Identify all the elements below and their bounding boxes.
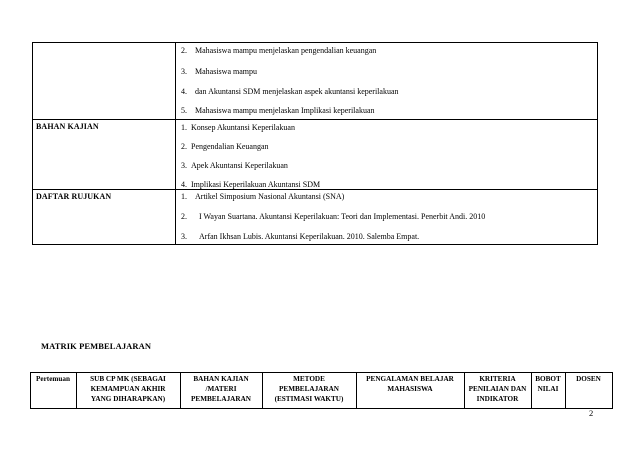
matrix-table-bottom-border [30, 408, 613, 409]
list-item: 2. Mahasiswa mampu menjelaskan pengendalian keuangan [181, 46, 377, 55]
list-item: 3. Arfan Ikhsan Lubis. Akuntansi Keperilakuan. 2010. Salemba Empat. [181, 232, 420, 241]
list-item: 4. Implikasi Keperilakuan Akuntansi SDM [181, 180, 321, 189]
list-item: 4. dan Akuntansi SDM menjelaskan aspek akuntansi keperilakuan [181, 87, 399, 96]
table-top-border [32, 42, 598, 43]
list-item: 2. I Wayan Suartana. Akuntansi Keperilakuan: Teori dan Implementasi. Penerbit Andi. 2010 [181, 212, 486, 221]
list-item: 1. Artikel Simposium Nasional Akuntansi (SNA) [181, 192, 345, 201]
table-bottom-border [32, 244, 598, 245]
table-left-border [32, 42, 33, 245]
list-item: 1. Konsep Akuntansi Keperilakuan [181, 123, 295, 132]
column-header-dosen: DOSEN [576, 375, 601, 383]
row-label-bahan-kajian: BAHAN KAJIAN [36, 122, 99, 131]
list-item: 2. Pengendalian Keuangan [181, 142, 269, 151]
matrix-right-border [612, 372, 613, 408]
row-divider [32, 119, 598, 120]
column-divider [175, 42, 176, 245]
table-right-border [597, 42, 598, 245]
list-item: 3. Apek Akuntansi Keperilakuan [181, 161, 288, 170]
list-item: 5. Mahasiswa mampu menjelaskan Implikasi keperilakuan [181, 106, 375, 115]
column-header-bobot: BOBOT NILAI [535, 375, 561, 393]
page-number: 2 [589, 408, 594, 418]
column-header-metode: METODE PEMBELAJARAN (ESTIMASI WAKTU) [274, 375, 344, 403]
matrix-table-top-border [30, 372, 613, 373]
column-header-pengalaman-belajar: PENGALAMAN BELAJAR MAHASISWA [366, 375, 454, 393]
column-header-kriteria: KRITERIA PENILAIAN DAN INDIKATOR [468, 375, 527, 403]
row-label-daftar-rujukan: DAFTAR RUJUKAN [36, 192, 112, 201]
section-title: MATRIK PEMBELAJARAN [41, 341, 152, 351]
column-header-pertemuan: Pertemuan [36, 375, 70, 383]
column-header-sub-cp-mk: SUB CP MK (SEBAGAI KEMAMPUAN AKHIR YANG DIHARAPKAN) [90, 375, 166, 403]
column-header-bahan-kajian: BAHAN KAJIAN /MATERI PEMBELAJARAN [191, 375, 251, 403]
list-item: 3. Mahasiswa mampu [181, 67, 257, 76]
row-divider [32, 189, 598, 190]
